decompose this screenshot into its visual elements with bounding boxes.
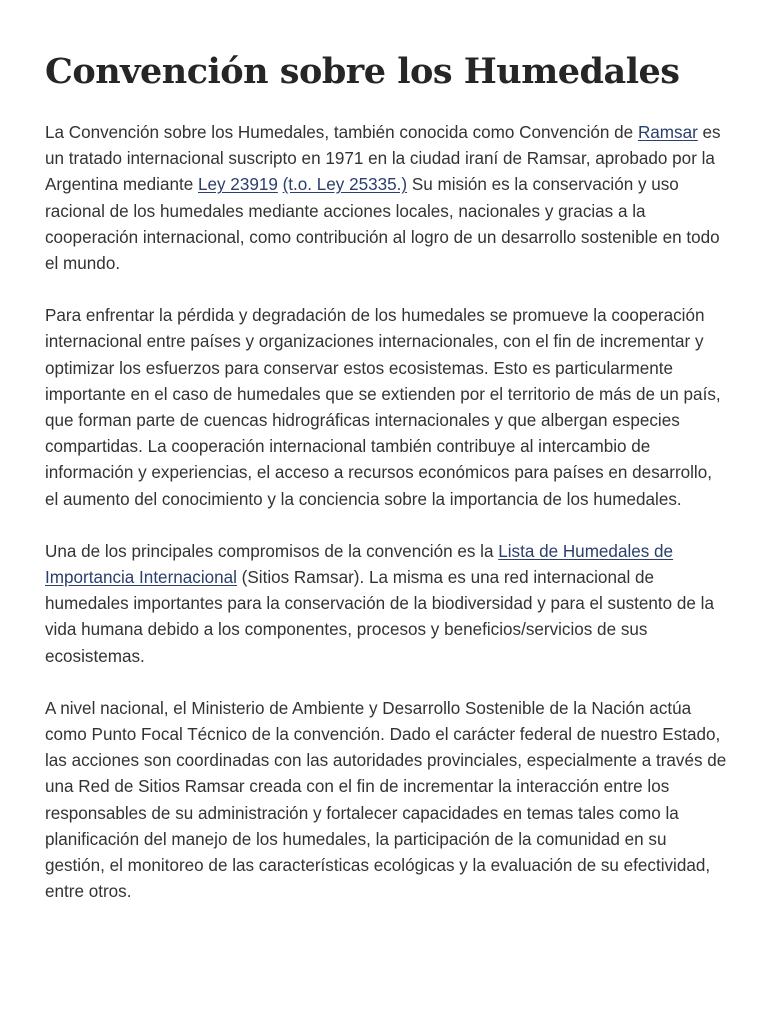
paragraph-text: Una de los principales compromisos de la convención es la xyxy=(45,541,499,561)
ramsar-link[interactable]: Ramsar xyxy=(637,123,698,142)
paragraph-intro xyxy=(45,120,729,277)
paragraph-national: A nivel nacional, el Ministerio de Ambiente y Desarrollo Sostenible de la Nación actúa como Punto Focal Técnico de la convención. Dado el carácter federal de nuestro Estado, las acciones son coordinadas con las autoridades provinciales, especialmente a través de una Red de Sitios Ramsar creada con el fin de incrementar la interacción entre los responsables de su administración y fortalecer capacidades en temas tales como la planificación del manejo de los humedales, la participación de la comunidad en su gestión, el monitoreo de las características ecológicas y la evaluación de su efectividad, entre otros. xyxy=(45,698,727,902)
page-title: Convención sobre los Humedales xyxy=(45,51,680,92)
ley-25335-link[interactable]: (t.o. Ley 25335.) xyxy=(282,175,408,195)
paragraph-text: La Convención sobre los Humedales, también conocida como Convención de xyxy=(45,123,638,142)
paragraph-ramsar-sites xyxy=(45,539,729,670)
paragraph-text: (Sitios Ramsar). La misma es una red internacional de humedales importantes para la conservación de la biodiversidad y para el sustento de la vida humana debido a los componentes, procesos y beneficios/servicios de sus ecosistemas. xyxy=(45,568,714,666)
ley-23919-link[interactable]: Ley 23919 xyxy=(198,175,278,195)
article xyxy=(45,48,729,931)
paragraph-cooperation: Para enfrentar la pérdida y degradación de los humedales se promueve la cooperación internacional entre países y organizaciones internacionales, con el fin de incrementar y optimizar los esfuerzos para conservar estos ecosistemas. Esto es particularmente importante en el caso de humedales que se extienden por el territorio de más de un país, que forman parte de cuencas hidrográficas internacionales y que albergan especies compartidas. La cooperación internacional también contribuye al intercambio de información y experiencias, el acceso a recursos económicos para países en desarrollo, el aumento del conocimiento y la conciencia sobre la importancia de los humedales. xyxy=(45,306,721,509)
lista-humedales-link[interactable]: Lista de Humedales de Importancia Internacional xyxy=(45,541,674,588)
paragraph-text: es un tratado internacional suscripto en 1971 en la ciudad iraní de Ramsar, aprobado por la Argentina mediante xyxy=(45,123,721,195)
paragraph-text: Su misión es la conservación y uso racional de los humedales mediante acciones locales, nacionales y gracias a la cooperación internacional, como contribución al logro de un desarrollo sostenible en todo el mundo. xyxy=(45,175,720,274)
